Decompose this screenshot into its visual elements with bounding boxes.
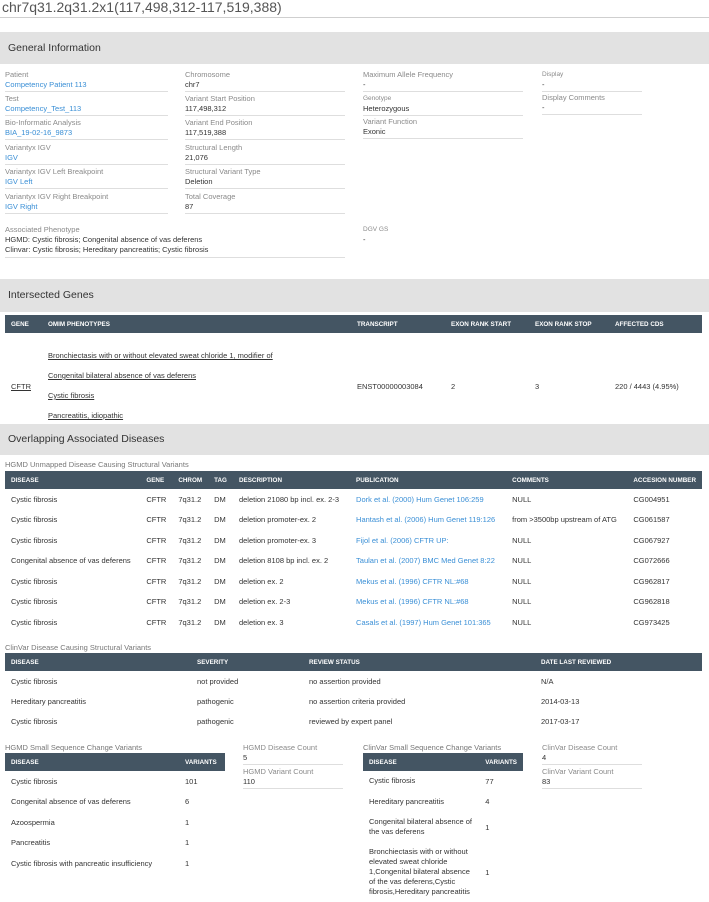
field-value: Heterozygous [363,104,523,116]
column-header[interactable]: VARIANTS [485,758,517,766]
igv-left-link[interactable]: IGV Left [5,177,168,189]
publication-link[interactable]: Casals et al. (1997) Hum Genet 101:365 [356,617,491,627]
cell: CFTR [146,617,167,627]
cell: Cystic fibrosis [11,576,58,586]
cell: deletion ex. 2 [238,576,284,586]
field-value: - [363,235,366,244]
field-value: 5 [243,753,343,765]
cell: deletion promoter-ex. 2 [238,515,317,525]
table-row [5,571,702,592]
hgmd-small-table [5,753,225,874]
table-row [5,853,225,874]
cell: Azoospermia [11,817,55,827]
cell: deletion ex. 3 [238,617,284,627]
cell: NULL [512,556,532,566]
phenotype-line: HGMD: Cystic fibrosis; Congenital absence of vas deferens [5,235,203,244]
table-row [5,792,225,813]
table-header-row [5,471,702,489]
cell: NULL [512,494,532,504]
column-header[interactable]: OMIM PHENOTYPES [48,320,110,328]
cell: Hereditary pancreatitis [11,696,87,706]
phenotype-line: Clinvar: Cystic fibrosis; Hereditary pancreatitis; Cystic fibrosis [5,245,209,254]
cell: 1 [185,817,190,827]
hgmd-sv-label: HGMD Unmapped Disease Causing Structural Variants [5,460,189,469]
intersected-genes-header: Intersected Genes [0,279,709,312]
igv-right-field [5,192,168,214]
field-value: 4 [542,753,642,765]
field-label: Structural Variant Type [185,167,261,176]
hgmd-sv-table [5,471,702,633]
phenotype-link[interactable]: Pancreatitis, idiopathic [48,411,124,420]
table-row [363,771,523,792]
page-title: chr7q31.2q31.2x1(117,498,312-117,519,388) [0,0,709,18]
igv-field [5,143,168,165]
table-header-row [5,315,702,333]
cell: DM [214,535,226,545]
test-link[interactable]: Competency_Test_113 [5,104,168,116]
gene-link[interactable]: CFTR [11,381,31,391]
end-position-field [185,118,345,140]
table-row [5,812,225,833]
field-value: Exonic [363,127,523,139]
column-header[interactable]: PUBLICATION [356,476,399,484]
variant-function-field [363,117,523,139]
cell: deletion promoter-ex. 3 [238,535,317,545]
table-row [5,592,702,613]
cell: Congenital absence of vas deferens [11,556,131,566]
cell: deletion 21080 bp incl. ex. 2-3 [238,494,340,504]
column-header[interactable]: EXON RANK STOP [535,320,592,328]
field-value: 87 [185,202,345,214]
cell: Hereditary pancreatitis [369,796,445,806]
publication-link[interactable]: Fijol et al. (2006) CFTR UP: [356,535,449,545]
field-label: ClinVar Disease Count [542,743,618,752]
total-coverage-field [185,192,345,214]
cell: NULL [512,576,532,586]
cell: N/A [541,676,554,686]
field-label: Maximum Allele Frequency [363,70,454,79]
table-row [5,691,702,711]
hgmd-disease-count-field [243,743,343,765]
cell: DM [214,597,226,607]
column-header[interactable]: GENE [11,320,29,328]
cell: Congenital bilateral absence of the vas deferens [369,817,472,836]
field-label: Associated Phenotype [5,225,80,234]
field-label: Variantyx IGV [5,143,51,152]
column-header[interactable]: SEVERITY [197,658,229,666]
field-label: Display [542,71,564,78]
exon-stop-cell: 3 [535,381,540,391]
column-header[interactable]: DISEASE [369,758,397,766]
igv-left-field [5,167,168,189]
cell: CG067927 [633,535,670,545]
cell: 7q31.2 [178,556,202,566]
field-label: Structural Length [185,143,243,152]
cell: NULL [512,597,532,607]
cell: CFTR [146,597,167,607]
cell: CG061587 [633,515,670,525]
cell: 1 [485,867,490,877]
field-value: - [542,80,642,92]
structural-length-field [185,143,345,165]
table-header-row [5,753,225,771]
cell: 7q31.2 [178,494,202,504]
phenotype-list [48,351,345,421]
field-label: Variant End Position [185,118,253,127]
field-value: 110 [243,777,343,789]
cell: 1 [485,822,490,832]
cell: DM [214,494,226,504]
genotype-field [363,94,523,116]
cell: 77 [485,776,494,786]
phenotype-link[interactable]: Cystic fibrosis [48,391,95,400]
column-header[interactable]: VARIANTS [185,758,217,766]
cell: 1 [185,858,190,868]
cell: CG962817 [633,576,670,586]
chromosome-field [185,70,345,92]
cell: DM [214,617,226,627]
dgv-gs-field [363,225,523,246]
cell: 1 [185,838,190,848]
field-label: Genotype [363,95,392,102]
cell: Cystic fibrosis [369,776,416,786]
column-header[interactable]: REVIEW STATUS [309,658,360,666]
clinvar-disease-count-field [542,743,642,765]
column-header[interactable]: COMMENTS [512,476,549,484]
phenotype-values [5,235,345,258]
general-information-header: General Information [0,32,709,64]
cell: 7q31.2 [178,576,202,586]
field-label: Total Coverage [185,192,236,201]
intersected-genes-table [5,315,702,439]
cell: 7q31.2 [178,515,202,525]
field-label: DGV GS [363,226,389,233]
table-row [5,612,702,633]
cell: Cystic fibrosis [11,617,58,627]
field-label: Chromosome [185,70,231,79]
cell: 101 [185,776,198,786]
hgmd-small-label: HGMD Small Sequence Change Variants [5,743,143,752]
table-row [363,792,523,813]
column-header[interactable]: EXON RANK START [451,320,512,328]
cell: CG072666 [633,556,670,566]
cell: deletion 8108 bp incl. ex. 2 [238,556,329,566]
cell: CFTR [146,515,167,525]
column-header[interactable]: DATE LAST REVIEWED [541,658,612,666]
exon-start-cell: 2 [451,381,456,391]
start-position-field [185,94,345,116]
field-value: - [363,80,523,92]
cell: 6 [185,797,190,807]
cell: Cystic fibrosis [11,597,58,607]
cell: Pancreatitis [11,838,51,848]
table-row [5,530,702,551]
column-header[interactable]: CHROM [178,476,203,484]
phenotype-link[interactable]: Bronchiectasis with or without elevated sweat chloride 1, modifier of [48,351,273,360]
field-label: Variantyx IGV Right Breakpoint [5,192,109,201]
cell: Cystic fibrosis [11,676,58,686]
table-row [5,551,702,572]
publication-link[interactable]: Mekus et al. (1996) CFTR NL:#68 [356,576,469,586]
cell: NULL [512,617,532,627]
table-header-row [5,653,702,671]
igv-right-link[interactable]: IGV Right [5,202,168,214]
field-value: 83 [542,777,642,789]
hgmd-variant-count-field [243,767,343,789]
table-row [5,510,702,531]
cell: 7q31.2 [178,617,202,627]
phenotype-link[interactable]: Congenital bilateral absence of vas deferens [48,371,197,380]
associated-phenotype-field [5,225,345,258]
cell: reviewed by expert panel [309,716,393,726]
igv-link[interactable]: IGV [5,153,168,165]
publication-link[interactable]: Taulan et al. (2007) BMC Med Genet 8:22 [356,556,495,566]
cell: DM [214,515,226,525]
field-label: Variant Function [363,117,418,126]
field-label: Variant Start Position [185,94,255,103]
max-allele-frequency-field [363,70,523,92]
field-label: Test [5,94,19,103]
cell: Cystic fibrosis [11,776,58,786]
cell: NULL [512,535,532,545]
cell: 7q31.2 [178,597,202,607]
field-label: ClinVar Variant Count [542,767,614,776]
patient-field [5,70,168,92]
column-header[interactable]: TRANSCRIPT [357,320,398,328]
cell: Cystic fibrosis [11,535,58,545]
cell: CFTR [146,556,167,566]
field-label: Bio-Informatic Analysis [5,118,81,127]
display-field [542,70,642,92]
column-header[interactable]: DISEASE [11,476,39,484]
overlapping-diseases-header: Overlapping Associated Diseases [0,424,709,455]
clinvar-sv-label: ClinVar Disease Causing Structural Variants [5,643,152,652]
cell: CG004951 [633,494,670,504]
column-header[interactable]: DESCRIPTION [238,476,282,484]
publication-link[interactable]: Hantash et al. (2006) Hum Genet 119:126 [356,515,496,525]
bioinformatic-analysis-field [5,118,168,140]
cell: CFTR [146,576,167,586]
field-label: HGMD Disease Count [243,743,318,752]
cell: 2014-03-13 [541,696,580,706]
table-row [363,842,523,902]
display-comments-field [542,93,642,115]
field-value: 117,519,388 [185,128,345,140]
column-header[interactable]: GENE [146,476,165,484]
cell: no assertion criteria provided [309,696,406,706]
field-value: Deletion [185,177,345,189]
cell: pathogenic [197,716,234,726]
affected-cds-cell: 220 / 4443 (4.95%) [615,381,679,391]
cell: Cystic fibrosis with pancreatic insufficiency [11,858,153,868]
cell: DM [214,556,226,566]
table-row [5,671,702,691]
field-value: chr7 [185,80,345,92]
cell: pathogenic [197,696,234,706]
cell: deletion ex. 2-3 [238,597,291,607]
column-header[interactable]: ACCESION NUMBER [633,476,696,484]
cell: not provided [197,676,239,686]
column-header[interactable]: DISEASE [11,758,39,766]
clinvar-small-label: ClinVar Small Sequence Change Variants [363,743,502,752]
cell: CFTR [146,494,167,504]
table-row [5,833,225,854]
field-value: 21,076 [185,153,345,165]
cell: no assertion provided [309,676,381,686]
table-row [5,711,702,731]
table-row [5,489,702,510]
cell: 4 [485,797,490,807]
cell: 2017-03-17 [541,716,580,726]
column-header[interactable]: DISEASE [11,658,39,666]
cell: DM [214,576,226,586]
column-header[interactable]: TAG [214,476,227,484]
publication-link[interactable]: Dork et al. (2000) Hum Genet 106:259 [356,494,484,504]
cell: Congenital absence of vas deferens [11,797,131,807]
field-label: HGMD Variant Count [243,767,314,776]
variant-type-field [185,167,345,189]
table-header-row [363,753,523,771]
field-label: Variantyx IGV Left Breakpoint [5,167,104,176]
cell: CFTR [146,535,167,545]
field-value: - [542,103,642,115]
clinvar-variant-count-field [542,767,642,789]
cell: from >3500bp upstream of ATG [512,515,617,525]
cell: CG973425 [633,617,670,627]
cell: Cystic fibrosis [11,716,58,726]
cell: Cystic fibrosis [11,515,58,525]
cell: 7q31.2 [178,535,202,545]
field-label: Patient [5,70,29,79]
cell: Bronchiectasis with or without elevated sweat chloride 1,Congenital bilateral absence of the vas deferens,Cystic fibrosis,Hereditary pancreatitis [369,847,470,896]
cell: CG962818 [633,597,670,607]
field-value: 117,498,312 [185,104,345,116]
publication-link[interactable]: Mekus et al. (1996) CFTR NL:#68 [356,597,469,607]
column-header[interactable]: AFFECTED CDS [615,320,664,328]
table-row [363,812,523,842]
patient-link[interactable]: Competency Patient 113 [5,80,168,92]
clinvar-small-table [363,753,523,902]
cell: Cystic fibrosis [11,494,58,504]
analysis-link[interactable]: BIA_19-02-16_9873 [5,128,168,140]
transcript-cell: ENST00000003084 [357,381,423,391]
table-row [5,771,225,792]
test-field [5,94,168,116]
clinvar-sv-table [5,653,702,731]
field-label: Display Comments [542,93,605,102]
